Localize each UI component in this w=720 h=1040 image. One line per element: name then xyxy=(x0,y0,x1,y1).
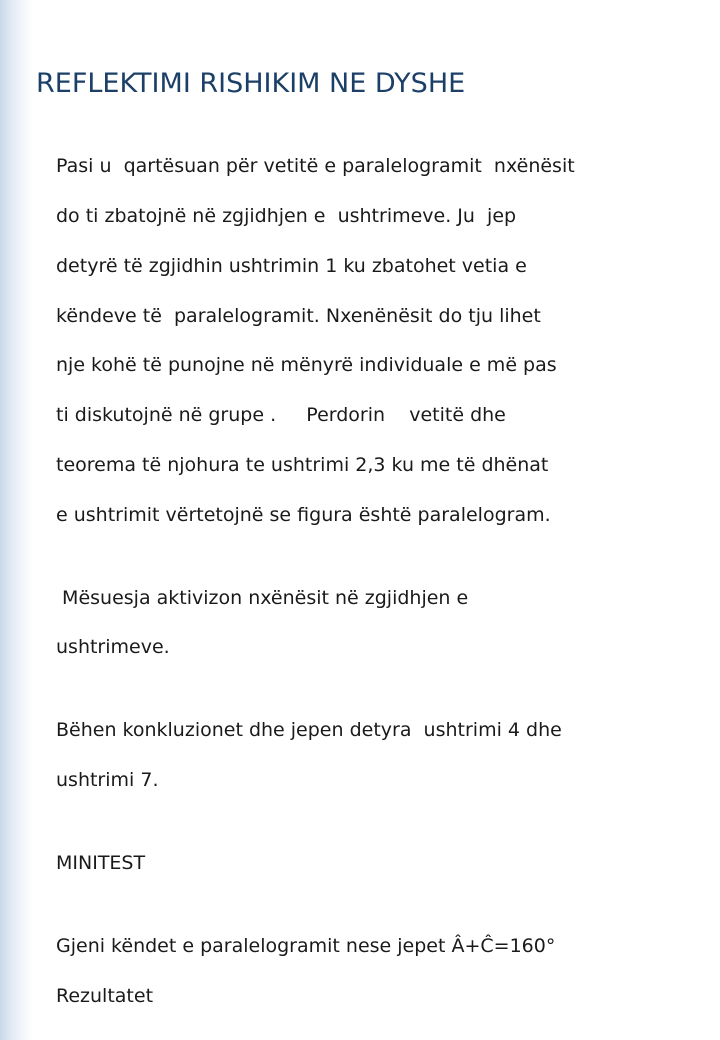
text-line: MINITEST xyxy=(56,852,146,875)
slide-title: REFLEKTIMI RISHIKIM NE DYSHE xyxy=(36,68,466,99)
text-line: e ushtrimit vërtetojnë se figura është paralelogram. xyxy=(56,503,551,526)
text-line: teorema të njohura te ushtrimi 2,3 ku me të dhënat xyxy=(56,453,549,476)
text-line: detyrë të zgjidhin ushtrimin 1 ku zbatohet vetia e xyxy=(56,254,527,277)
text-line: këndeve të paralelogramit. Nxenënësit do tju lihet xyxy=(56,304,541,327)
text-line: nje kohë të punojne në mënyrë individuale e më pas xyxy=(56,354,557,377)
text-line: ti diskutojnë në grupe . Perdorin vetitë dhe xyxy=(56,404,506,427)
paragraph-parallelogram-properties xyxy=(56,125,704,556)
text-line: ushtrimeve. xyxy=(56,636,170,659)
paragraph-conclusions-homework xyxy=(56,689,704,822)
paragraph-teacher-activates xyxy=(56,556,704,689)
text-line: Pasi u qartësuan për vetitë e paralelogramit nxënësit xyxy=(56,155,575,178)
text-line: do ti zbatojnë në zgjidhjen e ushtrimeve. Ju jep xyxy=(56,204,517,227)
text-line: Rezultatet xyxy=(56,984,154,1007)
text-line: Bëhen konkluzionet dhe jepen detyra ushtrimi 4 dhe xyxy=(56,719,562,742)
slide-body xyxy=(56,125,704,1038)
paragraph-find-angles xyxy=(56,905,704,1038)
paragraph-minitest xyxy=(56,822,704,905)
text-line: ushtrimi 7. xyxy=(56,769,159,792)
text-line: Gjeni këndet e paralelogramit nese jepet Â+Ĉ=160° xyxy=(56,935,556,958)
text-line: Mësuesja aktivizon nxënësit në zgjidhjen e xyxy=(56,586,469,609)
